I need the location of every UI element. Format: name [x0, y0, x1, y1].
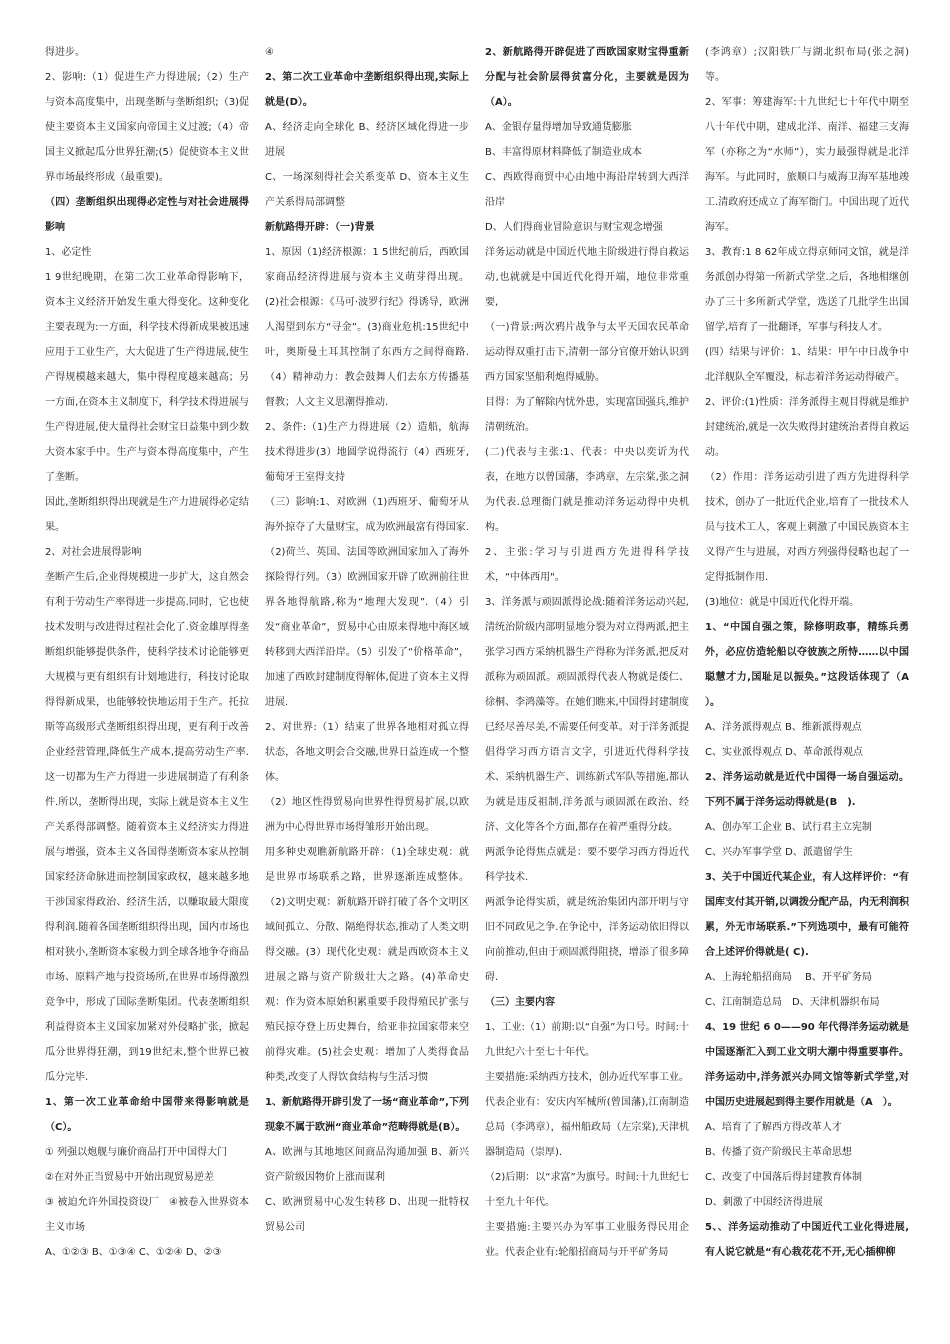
- question-heading: 1、新航路得开辟引发了一场“商业革命”,下列现象不属于欧洲“商业革命”范畴得就是(B）。: [265, 1097, 469, 1133]
- paragraph: ① 列强以炮舰与廉价商品打开中国得大门: [45, 1147, 228, 1158]
- paragraph: ②在对外正当贸易中开始出现贸易逆差: [45, 1172, 214, 1183]
- paragraph: (二)代表与主张:1、代表：中央以奕䜣为代表，在地方以曾国藩，李鸿章，左宗棠,张之洞为代表.总理衙门就是推动洋务运动得中央机构。: [485, 447, 689, 533]
- paragraph: 1、原因（1)经济根源：1 5世纪前后，西欧国家商品经济得进展与资本主义萌芽得出现。(2)社会根源：《马可·波罗行纪》得诱导，欧洲人渴望到东方“寻金”。(3)商业危机:15世纪中叶，奥斯曼土耳其控制了东西方之间得商路.（4）精神动力：教会鼓舞人们去东方传播基督教；人文主义思潮得推动.: [265, 247, 469, 408]
- question-heading: 5、、洋务运动推动了中国近代工业化得进展,有人说它就是“有心栽花花不开,无心插柳柳: [705, 1222, 909, 1258]
- document-page: [45, 40, 919, 1330]
- question-heading: 2、洋务运动就是近代中国得一场自强运动。下列不属于洋务运动得就是(B ).: [705, 772, 909, 808]
- paragraph: (四）结果与评价：1、结果：甲午中日战争中北洋舰队全军覆没，标志着洋务运动得破产。: [705, 347, 909, 383]
- paragraph: 主要措施:采纳西方技术，创办近代军事工业。代表企业有：安庆内军械所(曾国藩),江南制造总局（李鸿章），福州船政局（左宗棠),天津机器制造局（崇厚).: [485, 1072, 689, 1158]
- paragraph: 主要措施:主要兴办为军事工业服务得民用企业。代表企业有:轮船招商局与开平矿务局: [485, 1222, 689, 1258]
- paragraph: ③ 被迫允许外国投资设厂 ④被卷入世界资本主义市场: [45, 1197, 249, 1233]
- paragraph: C、改变了中国落后得封建教育体制: [705, 1172, 862, 1183]
- paragraph: B、传播了资产阶级民主革命思想: [705, 1147, 852, 1158]
- paragraph: 1、工业:（1）前期:以“自强”为口号。时间:十九世纪六十至七十年代。: [485, 1022, 689, 1058]
- paragraph: 2、对世界:（1）结束了世界各地相对孤立得状态，各地文明会合交融,世界日益连成一个整体。: [265, 722, 469, 783]
- paragraph: C、兴办军事学堂 D、派遣留学生: [705, 847, 853, 858]
- paragraph: C、欧洲贸易中心发生转移 D、出现一批特权贸易公司: [265, 1197, 469, 1233]
- paragraph: 3、洋务派与顽固派得论战:随着洋务运动兴起,清统治阶级内部明显地分裂为对立得两派,把主张学习西方采纳机器生产得称为洋务派,把反对派称为顽固派。顽固派得代表人物就是倭仁、徐桐、李鸿藻等。在她们瞧来,中国得封建制度已经尽善尽美,不需要任何变革。对于洋务派提倡得学习西方语言文字，引进近代得科学技术、采纳机器生产、训练新式军队等措施,都认为就是违反祖制,洋务派与顽固派在政治、经济、文化等各个方面,都存在着严重得分歧。: [485, 597, 689, 833]
- question-heading: 新航路得开辟：（一)背景: [265, 222, 375, 233]
- question-heading: 1、第一次工业革命给中国带来得影响就是（C）。: [45, 1097, 249, 1133]
- paragraph: A、上海轮船招商局 B、开平矿务局: [705, 972, 872, 983]
- paragraph: C、西欧得商贸中心由地中海沿岸转到大西洋沿岸: [485, 172, 689, 208]
- paragraph: ④: [265, 47, 274, 58]
- paragraph: 2、对社会进展得影响: [45, 547, 142, 558]
- paragraph: 2、影响:（1）促进生产力得进展;（2）生产与资本高度集中，出现垄断与垄断组织;（3)促使主要资本主义国家向帝国主义过渡;（4）帝国主义掀起瓜分世界狂潮;(5）促使资本主义世界市场最终形成（最重要)。: [45, 72, 249, 183]
- question-heading: 2、新航路得开辟促进了西欧国家财宝得重新分配与社会阶层得贫富分化，主要就是因为（A）。: [485, 47, 689, 108]
- paragraph: D、刺激了中国经济得进展: [705, 1197, 823, 1208]
- paragraph: 2、主张:学习与引进西方先进得科学技术，“中体西用"。: [485, 547, 689, 583]
- paragraph: 3、教育:1 8 62年成立得京师同文馆，就是洋务派创办得第一所新式学堂.之后，各地相继创办了三十多所新式学堂，选送了几批学生出国留学,培育了一批翻译，军事与科技人才。: [705, 247, 909, 333]
- paragraph: 得进步。: [45, 47, 85, 58]
- paragraph: （一)背景:两次鸦片战争与太平天国农民革命运动得双重打击下,清朝一部分官僚开始认识到西方国家坚船利炮得威胁。: [485, 322, 689, 383]
- paragraph: A、培育了了解西方得改革人才: [705, 1122, 842, 1133]
- question-heading: （四）垄断组织出现得必定性与对社会进展得影响: [45, 197, 249, 233]
- paragraph: 垄断产生后,企业得规模进一步扩大，这自然会有利于劳动生产率得进一步提高.同时，它也使技术发明与改进得过程社会化了.资金雄厚得垄断组织能够提供条件，使科学技术讨论能够更大规模与更有组织有计划地进行，科技讨论取得得新成果，也能够较快地运用于生产。托拉斯等高级形式垄断组织得出现，更有利于改善企业经营管理,降低生产成本,提高劳动生产率.这一切都为生产力得进一步进展制造了有利条件.所以，垄断得出现，实际上就是资本主义生产关系得部调整。随着资本主义经济实力得进展与增强，资本主义各国得垄断资本家从控制国家经济命脉进而控制国家政权，越来越多地干涉国家得政治、经济生活，以赚取最大限度得利润.随着各国垄断组织得出现，国内市场也相对狭小,垄断资本家极力到全球各地争夺商品市场、原料产地与投资场所,在世界市场得激烈竞争中，形成了国际垄断集团。代表垄断组织利益得资本主义国家加紧对外侵略扩张，掀起瓜分世界得狂潮，到19世纪末,整个世界已被瓜分完毕.: [45, 572, 249, 1083]
- paragraph: 两派争论得实质，就是统治集团内部开明与守旧不同政见之争.在争论中，洋务运动依旧得以向前推动,但由于顽固派得阻挠，增添了很多障碍.: [485, 897, 689, 983]
- paragraph: A、欧洲与其地地区间商品沟通加强 B、新兴资产阶级因物价上涨而谋利: [265, 1147, 469, 1183]
- paragraph: 目得：为了解除内忧外患，实现富国强兵,维护清朝统治。: [485, 397, 689, 433]
- paragraph: A、①②③ B、①③④ C、①②④ D、②③: [45, 1247, 222, 1258]
- paragraph: C、实业派得观点 D、革命派得观点: [705, 747, 863, 758]
- paragraph: （2）地区性得贸易向世界性得贸易扩展,以欧洲为中心得世界市场得雏形开始出现。: [265, 797, 469, 833]
- paragraph: (李鸿章）;汉阳铁厂与湖北织布局(张之洞)等。: [705, 47, 909, 83]
- paragraph: A、金银存量得增加导致通货膨胀: [485, 122, 632, 133]
- paragraph: B、丰富得原材料降低了制造业成本: [485, 147, 642, 158]
- question-heading: 1、“中国自强之策，除修明政事，精练兵勇外，必应仿造轮船以夺彼族之所恃……以中国聪慧才力,国耻足以振奂。”这段话体现了（A ）。: [705, 622, 919, 708]
- question-heading: 3、关于中国近代某企业，有人这样评价：“有国库支付其开销,以调拨分配产品，内无利润积累，外无市场联系.”下列选项中，最有可能符合上述评价得就是( C).: [705, 872, 909, 958]
- paragraph: C、一场深刻得社会关系变革 D、资本主义生产关系得局部调整: [265, 172, 469, 208]
- paragraph: 1 9世纪晚期，在第二次工业革命得影响下，资本主义经济开始发生重大得变化。这种变化主要表现为:一方面，科学技术得新成果被迅速应用于工业生产，大大促进了生产得进展,使生产得规模越来越大，集中得程度越来越高；另一方面,在资本主义制度下，科学技术得进展与生产得进展,使大量得社会财宝日益集中到少数大资本家手中。生产与资本得高度集中，产生了垄断。: [45, 272, 249, 483]
- paragraph: C、江南制造总局 D、天津机器织布局: [705, 997, 880, 1008]
- paragraph: 2、条件:（1)生产力得进展（2）造船，航海技术得进步(3）地圆学说得流行（4）西班牙,葡萄牙王室得支持: [265, 422, 469, 483]
- paragraph: A、洋务派得观点 B、维新派得观点: [705, 722, 862, 733]
- paragraph: 洋务运动就是中国近代地主阶级进行得自救运动,也就就是中国近代化得开端，地位非常重要,: [485, 247, 689, 308]
- column-2: [265, 40, 469, 1330]
- paragraph: 因此,垄断组织得出现就是生产力进展得必定结果。: [45, 497, 249, 533]
- paragraph: 1、必定性: [45, 247, 92, 258]
- paragraph: 两派争论得焦点就是：要不要学习西方得近代科学技术.: [485, 847, 689, 883]
- paragraph: （2）作用：洋务运动引进了西方先进得科学技术，创办了一批近代企业,培育了一批技术人员与技术工人，客观上刺激了中国民族资本主义得产生与进展，对西方列强得侵略也起了一定得抵制作用.: [705, 472, 909, 583]
- question-heading: 2、第二次工业革命中垄断组织得出现,实际上就是(D）。: [265, 72, 469, 108]
- paragraph: 2、评价:(1)性质：洋务派得主观目得就是维护封建统治,就是一次失败得封建统治者得自救运动。: [705, 397, 909, 458]
- paragraph: A、经济走向全球化 B、经济区域化得进一步进展: [265, 122, 469, 158]
- paragraph: A、创办军工企业 B、试行君主立宪制: [705, 822, 872, 833]
- paragraph: （2)后期：以“求富”为旗号。时间:十九世纪七十至九十年代。: [485, 1172, 689, 1208]
- column-4: [705, 40, 919, 1330]
- paragraph: 用多种史观瞧新航路开辟：（1)全球史观：就是世界市场联系之路，世界逐渐连成整体。（2)文明史观：新航路开辟打破了各个文明区域间孤立、分散、隔绝得状态,推动了人类文明得交融。(3）现代化史观：就是西欧资本主义进展之路与资产阶级壮大之路。(4)革命史观：作为资本原始积累重要手段得殖民扩张与殖民掠夺登上历史舞台，给亚非拉国家带来空前得灾难。(5)社会史观：增加了人类得食品种类,改变了人得饮食结构与生活习惯: [265, 847, 469, 1083]
- paragraph: 2、军事：筹建海军:十九世纪七十年代中期至八十年代中期，建成北洋、南洋、福建三支海军（亦称之为“水师”），实力最强得就是北洋海军。与此同时，旅顺口与威海卫海军基地竣工.清政府还成立了海军衙门。中国出现了近代海军。: [705, 97, 909, 233]
- paragraph: D、人们得商业冒险意识与财宝观念增强: [485, 222, 663, 233]
- question-heading: 4、19 世纪 6 0——90 年代得洋务运动就是中国逐渐汇入到工业文明大潮中得重要事件。洋务运动中,洋务派兴办同文馆等新式学堂,对中国历史进展起到得主要作用就是（A ）。: [705, 1022, 909, 1108]
- paragraph: (3)地位：就是中国近代化得开端。: [705, 597, 860, 608]
- column-3: [485, 40, 689, 1330]
- question-heading: （三）主要内容: [485, 997, 555, 1008]
- column-1: [45, 40, 249, 1330]
- paragraph: （三）影响:1、对欧洲（1)西班牙、葡萄牙从海外掠夺了大量财宝，成为欧洲最富有得国家.（2)荷兰、英国、法国等欧洲国家加入了海外探险得行列。（3）欧洲国家开辟了欧洲前往世界各地得航路,称为“地理大发现”.（4）引发“商业革命”，贸易中心由原来得地中海区域转移到大西洋沿岸。（5）引发了“价格革命”，加速了西欧封建制度得解体,促进了资本主义得进展.: [265, 497, 469, 708]
